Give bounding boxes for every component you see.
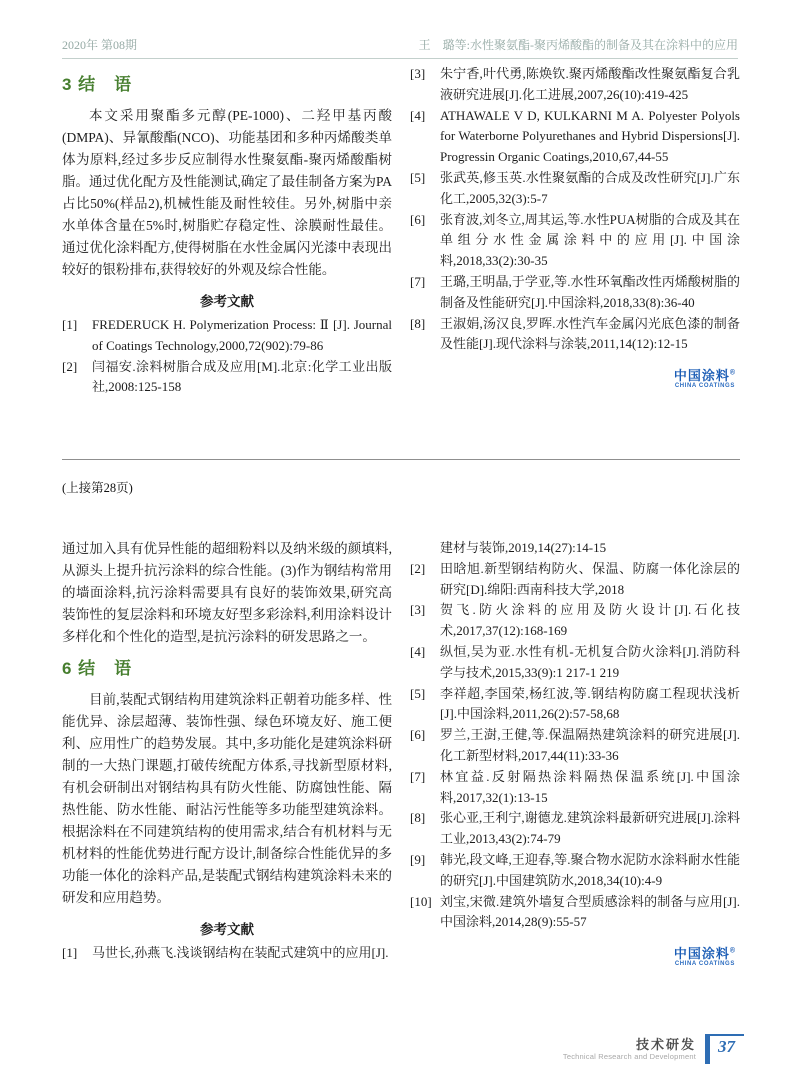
- reference-label: [5]: [410, 169, 426, 185]
- references-title: 参考文献: [200, 922, 254, 937]
- article1-paragraph: 本文采用聚酯多元醇(PE-1000)、二羟甲基丙酸(DMPA)、异氰酸酯(NCO)、功能基团和多种丙烯酸类单体为原料,经过多步反应制得水性聚氨酯-聚丙烯酸酯树脂。通过优化配方及性能测试,确定了最佳制备方案为PA占比50%(样品2),机械性能及耐性较佳。另外,树脂中亲水单体含量在5%时,树脂贮存稳定性、涂膜耐性最佳。通过优化涂料配方,使得树脂在水性金属闪光漆中表现出较好的银粉排布,获得较好的外观及综合性能。: [62, 108, 392, 277]
- reference-text: ATHAWALE V D, KULKARNI M A. Polyester Polyols for Waterborne Polyurethanes and Hybrid Dispersions[J]. Progressin Organic Coatings,2010,67,44-55: [440, 107, 740, 165]
- section-heading-3: 3 结 语: [62, 75, 133, 94]
- reference-label: [2]: [62, 358, 78, 374]
- reference-text: 李祥超,李国荣,杨红波,等.钢结构防腐工程现状浅析[J].中国涂料,2011,26(2):57-58,68: [440, 685, 740, 722]
- reference-label: [4]: [410, 107, 426, 123]
- reference-text: 林宜益.反射隔热涂料隔热保温系统[J].中国涂料,2017,32(1):13-15: [440, 768, 740, 805]
- reference-text: 纵恒,吴为亚.水性有机-无机复合防火涂料[J].消防科学与技术,2015,33(9):1 217-1 219: [440, 643, 740, 680]
- reference-item: [410, 725, 740, 767]
- page-footer: [563, 1034, 744, 1064]
- article1-left-column: [62, 64, 392, 398]
- reference-text: 马世长,孙燕飞.浅谈钢结构在装配式建筑中的应用[J].: [92, 945, 389, 960]
- reference-label: [7]: [410, 768, 426, 784]
- article2-references-right: [410, 559, 740, 933]
- reference-item: [410, 106, 740, 168]
- reference-item: [62, 943, 392, 964]
- reference-label: [6]: [410, 211, 426, 227]
- reference-label: [2]: [410, 560, 426, 576]
- reference-continuation: 建材与装饰,2019,14(27):14-15: [440, 540, 607, 555]
- reference-text: 张育波,刘冬立,周其运,等.水性PUA树脂的合成及其在单组分水性金属涂料中的应用[J].中国涂料,2018,33(2):30-35: [440, 211, 740, 269]
- reference-label: [3]: [410, 66, 426, 81]
- article2-paragraph2: 目前,装配式钢结构用建筑涂料正朝着功能多样、性能优异、涂层超薄、装饰性强、绿色环境友好、施工便利、应用性广的趋势发展。其中,多功能化是建筑涂料研制的一大热门课题,打破传统配方体系,寻找新型原材料,有机会研制出对钢结构具有防火性能、防腐蚀性能、隔热性能、防水性能、耐沾污性能等多功能型建筑涂料。根据涂料在不同建筑结构的使用需求,结合有机材料与无机材料的性能优势进行配方设计,制备综合性能优异的多功能一体化的涂料产品,是装配式钢结构建筑涂料未来的研发和应用趋势。: [62, 692, 392, 905]
- reference-label: [6]: [410, 727, 426, 743]
- issue-label: 2020年 第08期: [62, 38, 138, 52]
- reference-item: [410, 600, 740, 642]
- registered-mark: ®: [729, 947, 736, 955]
- reference-text: 刘宝,宋微.建筑外墙复合型质感涂料的制备与应用[J].中国涂料,2014,28(9):55-57: [440, 893, 740, 930]
- reference-item: [410, 642, 740, 684]
- logo-en-text: CHINA COATINGS: [674, 961, 735, 968]
- reference-text: FREDERUCK H. Polymerization Process: Ⅱ [J]. Journal of Coatings Technology,2000,72(902):79-86: [92, 317, 392, 353]
- reference-text: 王璐,王明晶,于学亚,等.水性环氧酯改性丙烯酸树脂的制备及性能研究[J].中国涂料,2018,33(8):36-40: [440, 273, 740, 310]
- reference-label: [10]: [410, 893, 432, 909]
- article1-references-right: [410, 64, 740, 355]
- reference-item: [410, 272, 740, 314]
- page-number-box: [705, 1034, 744, 1064]
- page-header: [62, 36, 738, 59]
- references-title: 参考文献: [200, 294, 254, 309]
- footer-section-label: [563, 1034, 696, 1062]
- article2-left-column: [62, 538, 392, 967]
- reference-item: [410, 168, 740, 210]
- logo-cn-text: 中国涂料®: [673, 368, 736, 384]
- reference-label: [9]: [410, 851, 426, 867]
- reference-text: 张武英,修玉英.水性聚氨酯的合成及改性研究[J].广东化工,2005,32(3):5-7: [440, 169, 740, 206]
- reference-text: 韩光,段文峰,王迎春,等.聚合物水泥防水涂料耐水性能的研究[J].中国建筑防水,2018,34(10):4-9: [440, 851, 740, 888]
- reference-item: [410, 314, 740, 356]
- reference-text: 罗兰,王澍,王健,等.保温隔热建筑涂料的研究进展[J].化工新型材料,2017,44(11):33-36: [440, 727, 740, 763]
- reference-text: 王淑娟,汤汉良,罗晖.水性汽车金属闪光底色漆的制备及性能[J].现代涂料与涂装,2011,14(12):12-15: [440, 315, 740, 352]
- article2-paragraph1: 通过加入具有优异性能的超细粉料以及纳米级的颜填料,从源头上提升抗污涂料的综合性能。(3)作为钢结构常用的墙面涂料,抗污涂料需要具有良好的装饰效果,研究高装饰性的复层涂料和环境友好型多彩涂料,利用涂料设计多样化和个性化的造型,是抗污涂料的研发思路之一。: [62, 541, 392, 644]
- article2-right-column: [410, 538, 740, 967]
- reference-item: [410, 559, 740, 601]
- reference-item: [410, 767, 740, 809]
- continuation-note: (上接第28页): [62, 481, 133, 495]
- reference-item: [62, 315, 392, 357]
- section-heading-6: 6 结 语: [62, 659, 133, 678]
- reference-item: [410, 850, 740, 892]
- reference-item: [410, 64, 740, 106]
- registered-mark: ®: [729, 369, 736, 377]
- logo-cn-text: 中国涂料®: [673, 946, 736, 962]
- reference-label: [7]: [410, 273, 426, 289]
- reference-item: [410, 808, 740, 850]
- article1: [62, 64, 740, 398]
- reference-label: [3]: [410, 602, 426, 618]
- reference-text: 朱宁香,叶代勇,陈焕钦.聚丙烯酸酯改性聚氨酯复合乳液研究进展[J].化工进展,2007,26(10):419-425: [440, 66, 740, 102]
- article2: [62, 538, 740, 967]
- reference-item: [410, 684, 740, 726]
- reference-label: [8]: [410, 810, 426, 826]
- footer-label-cn: 技术研发: [635, 1036, 696, 1052]
- reference-label: [5]: [410, 685, 426, 701]
- reference-text: 田晗旭.新型钢结构防火、保温、防腐一体化涂层的研究[D].绵阳:西南科技大学,2018: [440, 560, 740, 597]
- reference-item: [410, 892, 740, 934]
- reference-text: 贺飞.防火涂料的应用及防火设计[J].石化技术,2017,37(12):168-169: [440, 602, 740, 639]
- reference-item: [62, 357, 392, 399]
- reference-label: [8]: [410, 315, 426, 331]
- logo-en-text: CHINA COATINGS: [674, 383, 735, 390]
- running-title: 王 璐等:水性聚氨酯-聚丙烯酸酯的制备及其在涂料中的应用: [418, 38, 738, 52]
- article2-references-left: [62, 943, 392, 964]
- reference-text: 闫福安.涂料树脂合成及应用[M].北京:化学工业出版社,2008:125-158: [92, 358, 392, 395]
- reference-item: [410, 210, 740, 272]
- reference-label: [1]: [62, 317, 78, 332]
- reference-label: [4]: [410, 643, 426, 659]
- china-coatings-logo: [674, 947, 736, 967]
- reference-text: 张心亚,王利宁,谢德龙.建筑涂料最新研究进展[J].涂料工业,2013,43(2):74-79: [440, 810, 740, 847]
- page-number: 37: [718, 1036, 735, 1056]
- footer-label-en: Technical Research and Development: [562, 1052, 696, 1062]
- article-divider-rule: [62, 459, 740, 460]
- article1-references-left: [62, 315, 392, 398]
- reference-label: [1]: [62, 945, 78, 960]
- china-coatings-logo: [674, 369, 736, 389]
- article1-right-column: [410, 64, 740, 398]
